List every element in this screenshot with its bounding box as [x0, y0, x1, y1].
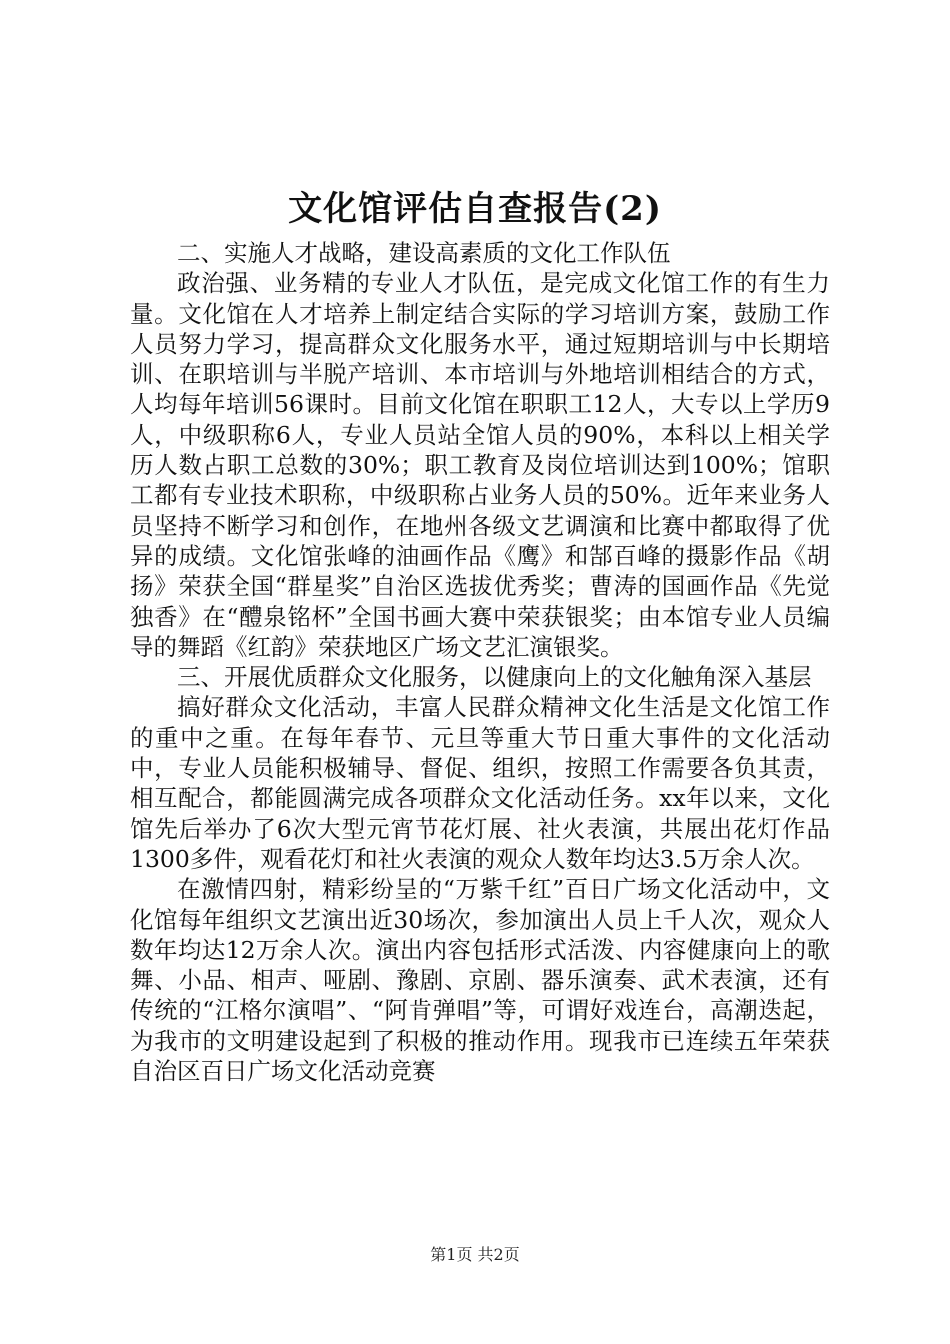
page-footer: 第1页 共2页: [430, 1245, 520, 1264]
document-body: [130, 238, 830, 1086]
body-paragraph: 政治强、业务精的专业人才队伍，是完成文化馆工作的有生力量。文化馆在人才培养上制定结合实际的学习培训方案，鼓励工作人员努力学习，提高群众文化服务水平，通过短期培训与中长期培训、在职培训与半脱产培训、本市培训与外地培训相结合的方式，人均每年培训56课时。目前文化馆在职职工12人，大专以上学历9人，中级职称6人，专业人员站全馆人员的90%，本科以上相关学历人数占职工总数的30%；职工教育及岗位培训达到100%；馆职工都有专业技术职称，中级职称占业务人员的50%。近年来业务人员坚持不断学习和创作，在地州各级文艺调演和比赛中都取得了优异的成绩。文化馆张峰的油画作品《鹰》和郜百峰的摄影作品《胡扬》荣获全国“群星奖”自治区选拔优秀奖；曹涛的国画作品《先觉独香》在“醴泉铭杯”全国书画大赛中荣获银奖；由本馆专业人员编导的舞蹈《红韵》荣获地区广场文艺汇演银奖。: [130, 269, 830, 661]
section-heading: 三、开展优质群众文化服务，以健康向上的文化触角深入基层: [177, 663, 812, 692]
body-paragraph: 搞好群众文化活动，丰富人民群众精神文化生活是文化馆工作的重中之重。在每年春节、元旦等重大节日重大事件的文化活动中，专业人员能积极辅导、督促、组织，按照工作需要各负其责，相互配合，都能圆满完成各项群众文化活动任务。xx年以来，文化馆先后举办了6次大型元宵节花灯展、社火表演，共展出花灯作品1300多件，观看花灯和社火表演的观众人数年均达3.5万余人次。: [130, 693, 830, 873]
document-title: 文化馆评估自查报告(2): [288, 189, 662, 229]
body-paragraph: 在激情四射，精彩纷呈的“万紫千红”百日广场文化活动中，文化馆每年组织文艺演出近30场次，参加演出人员上千人次，观众人数年均达12万余人次。演出内容包括形式活泼、内容健康向上的歌舞、小品、相声、哑剧、豫剧、京剧、器乐演奏、武术表演，还有传统的“江格尔演唱”、“阿肯弹唱”等，可谓好戏连台，高潮迭起，为我市的文明建设起到了积极的推动作用。现我市已连续五年荣获自治区百日广场文化活动竞赛: [130, 875, 830, 1086]
section-heading: 二、实施人才战略，建设高素质的文化工作队伍: [177, 239, 671, 267]
